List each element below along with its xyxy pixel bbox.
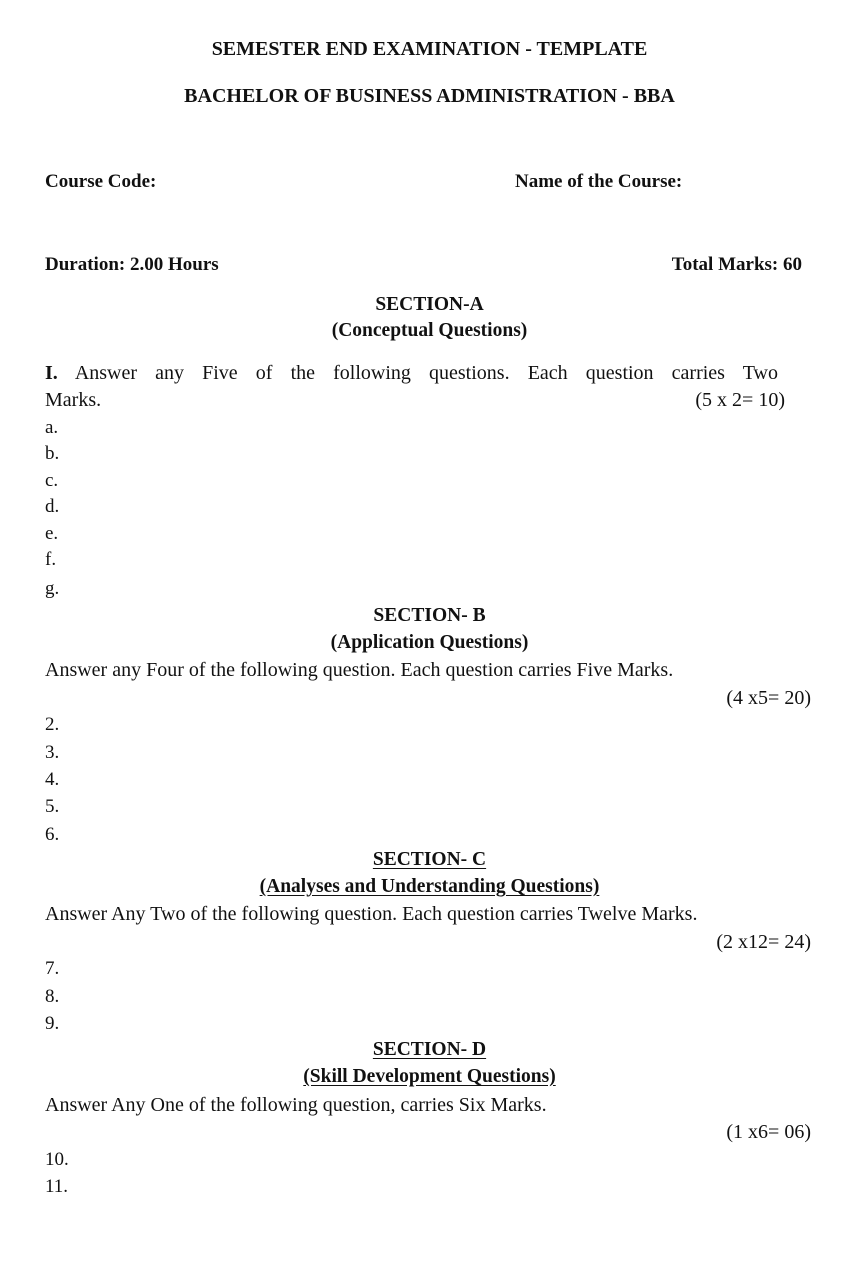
program-title: BACHELOR OF BUSINESS ADMINISTRATION - BBA bbox=[184, 85, 675, 107]
section-a-instruction bbox=[45, 362, 778, 385]
list-item: d. bbox=[45, 496, 60, 517]
section-d-instruction: Answer Any One of the following question, carries Six Marks. bbox=[45, 1094, 547, 1116]
section-a-subtitle: (Conceptual Questions) bbox=[331, 320, 528, 341]
section-a-marks: (5 x 2= 10) bbox=[695, 389, 785, 411]
section-d-title: SECTION- D bbox=[372, 1039, 487, 1060]
list-item: 9. bbox=[45, 1013, 60, 1034]
list-item: c. bbox=[45, 470, 59, 491]
list-item: b. bbox=[45, 443, 60, 464]
section-b-instruction: Answer any Four of the following question. Each question carries Five Marks. bbox=[45, 659, 674, 681]
list-item: 5. bbox=[45, 796, 60, 817]
section-a-instruction-line1: Answer any Five of the following questions. Each question carries Two bbox=[74, 362, 778, 384]
section-a-prefix: I. bbox=[45, 362, 58, 384]
section-b-title: SECTION- B bbox=[373, 605, 486, 626]
list-item: 2. bbox=[45, 714, 60, 735]
list-item: e. bbox=[45, 523, 59, 544]
section-c-instruction: Answer Any Two of the following question. Each question carries Twelve Marks. bbox=[45, 903, 698, 925]
list-item: 4. bbox=[45, 769, 60, 790]
section-d-subtitle: (Skill Development Questions) bbox=[303, 1066, 556, 1087]
course-code-label: Course Code: bbox=[45, 171, 157, 192]
section-c-subtitle: (Analyses and Understanding Questions) bbox=[259, 876, 600, 897]
list-item: 11. bbox=[45, 1176, 69, 1197]
section-b-subtitle: (Application Questions) bbox=[330, 632, 529, 653]
total-marks-label: Total Marks: 60 bbox=[671, 254, 802, 275]
course-name-label: Name of the Course: bbox=[515, 171, 683, 192]
section-c-marks: (2 x12= 24) bbox=[716, 931, 811, 953]
list-item: 8. bbox=[45, 986, 60, 1007]
exam-title: SEMESTER END EXAMINATION - TEMPLATE bbox=[211, 38, 648, 60]
section-d-marks: (1 x6= 06) bbox=[726, 1121, 811, 1143]
duration-label: Duration: 2.00 Hours bbox=[45, 254, 219, 275]
list-item: f. bbox=[45, 549, 57, 570]
section-b-marks: (4 x5= 20) bbox=[726, 687, 811, 709]
list-item: 6. bbox=[45, 824, 60, 845]
list-item: a. bbox=[45, 417, 59, 438]
section-a-title: SECTION-A bbox=[375, 294, 484, 315]
list-item: 10. bbox=[45, 1149, 69, 1170]
list-item: g. bbox=[45, 578, 60, 599]
list-item: 3. bbox=[45, 742, 60, 763]
section-a-instruction-line2: Marks. bbox=[45, 389, 102, 411]
list-item: 7. bbox=[45, 958, 60, 979]
section-c-title: SECTION- C bbox=[372, 849, 487, 870]
